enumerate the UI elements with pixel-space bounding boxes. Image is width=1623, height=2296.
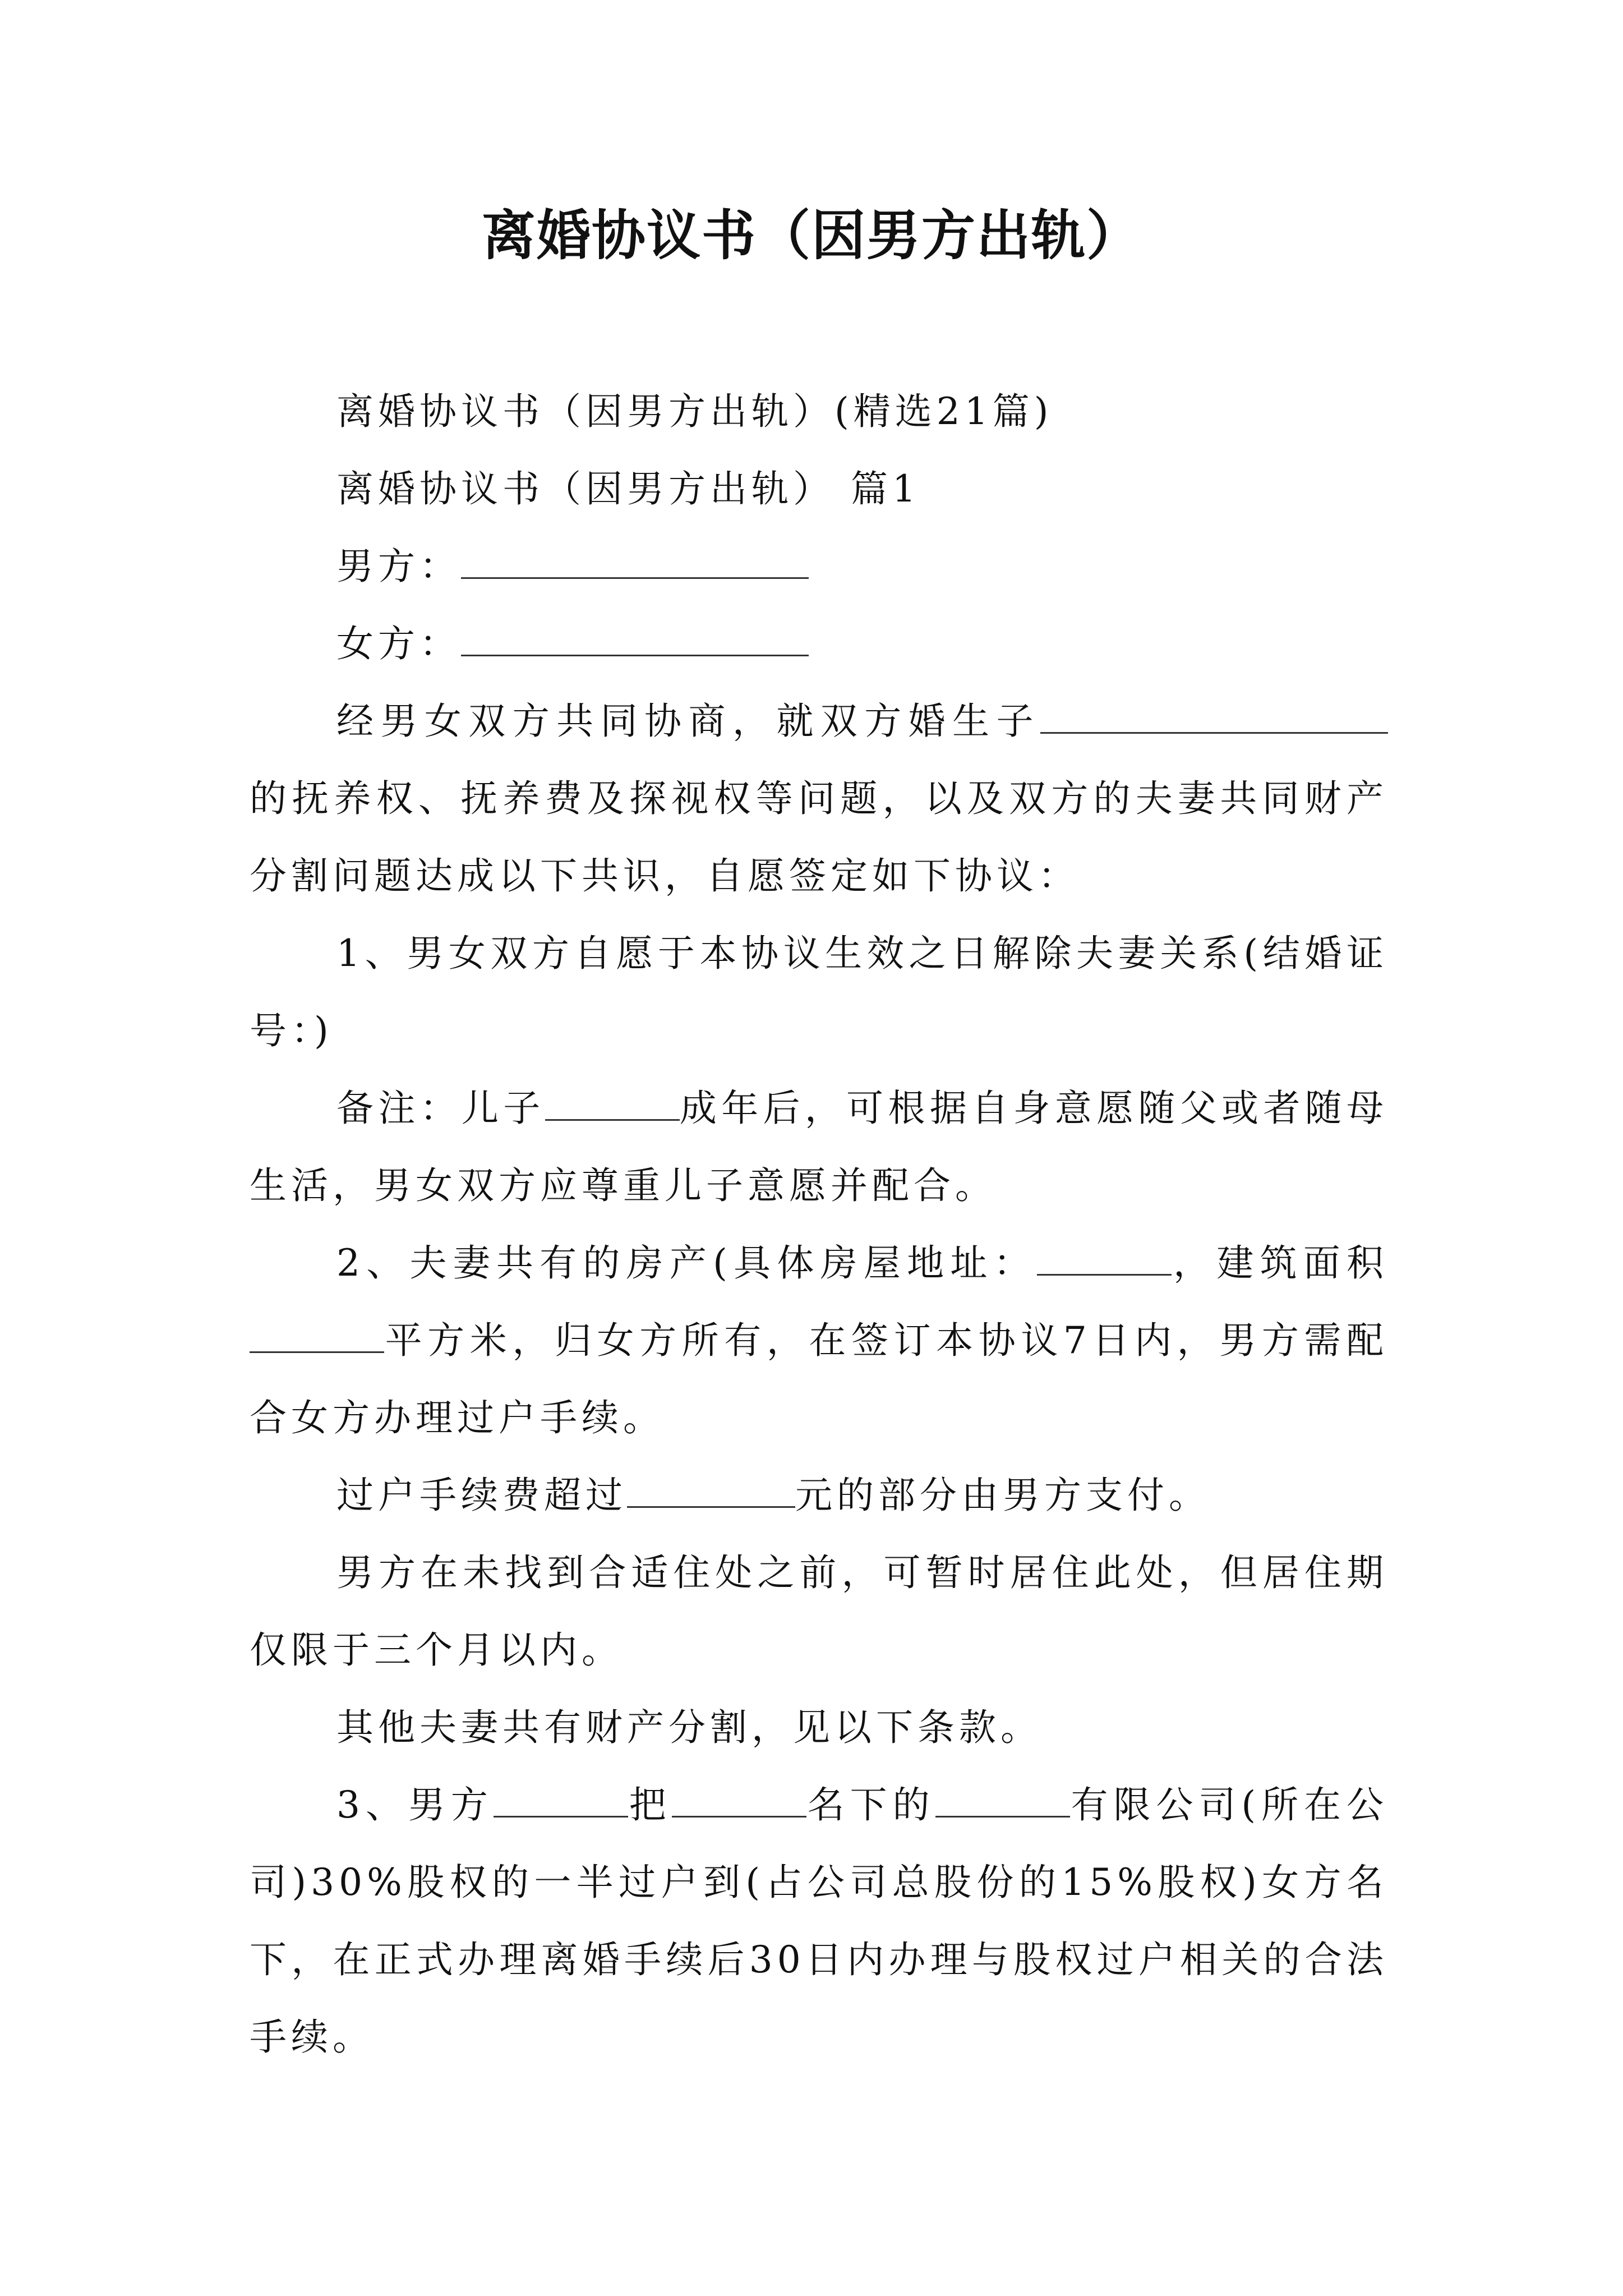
other-property-paragraph: 其他夫妻共有财产分割，见以下条款。: [336, 1706, 1042, 1749]
subtitle-line: 离婚协议书（因男方出轨）(精选21篇): [336, 390, 1053, 433]
fee-text-2: 元的部分由男方支付。: [795, 1474, 1210, 1517]
note-text-1: 备注：儿子: [336, 1087, 545, 1130]
intro-text-2: 的抚养权、抚养费及探视权等问题，以及双方的夫妻共同财产分割问题达成以下共识，自愿签定如下协议：: [250, 777, 1388, 898]
company-blank: [935, 1783, 1070, 1818]
clause2-text-3: 平方米，归女方所有，在签订本协议7日内，男方需配合女方办理过户手续。: [250, 1319, 1388, 1439]
female-label: 女方：: [336, 622, 461, 665]
clause-1: 1、男女双方自愿于本协议生效之日解除夫妻关系(结婚证号：): [250, 932, 1388, 1052]
male-line: [250, 528, 1388, 605]
fee-amount-blank: [627, 1474, 795, 1508]
clause-3: [250, 1766, 1388, 2076]
owner-blank: [672, 1783, 806, 1818]
female-name-blank: [461, 622, 809, 656]
clause3-text-4: 有限公司(所在公司)30%股权的一半过户到(占公司总股份的15%股权)女方名下，在正式办理离婚手续后30日内办理与股权过户相关的合法手续。: [250, 1783, 1389, 2059]
transfer-fee-paragraph: [250, 1457, 1388, 1534]
intro-text-1: 经男女双方共同协商，就双方婚生子: [336, 700, 1040, 743]
address-blank: [1037, 1241, 1172, 1276]
section-heading: 离婚协议书（因男方出轨） 篇1: [336, 467, 920, 510]
clause3-text-1: 3、男方: [336, 1783, 494, 1826]
area-blank: [250, 1319, 384, 1353]
note-text-2: 成年后，可根据自身意愿随父或者随母生活，男女双方应尊重儿子意愿并配合。: [250, 1087, 1389, 1207]
female-line: [250, 605, 1388, 683]
residence-paragraph: 男方在未找到合适住处之前，可暂时居住此处，但居住期仅限于三个月以内。: [250, 1551, 1388, 1672]
note-paragraph: [250, 1070, 1388, 1225]
male-label: 男方：: [336, 545, 461, 588]
male-name-blank: [461, 545, 809, 579]
son-name-blank: [545, 1087, 680, 1121]
clause2-text-1: 2、夫妻共有的房产(具体房屋地址：: [336, 1241, 1037, 1285]
clause3-text-3: 名下的: [806, 1783, 935, 1826]
fee-text-1: 过户手续费超过: [336, 1474, 627, 1517]
clause2-text-2: ，建筑面积: [1171, 1241, 1388, 1285]
document-title: 离婚协议书（因男方出轨）: [482, 204, 1141, 267]
child-name-blank: [1040, 700, 1388, 734]
document-body: [250, 373, 1388, 2076]
clause-2: [250, 1225, 1388, 1457]
intro-paragraph: [250, 683, 1388, 915]
clause3-text-2: 把: [628, 1783, 672, 1826]
male-blank-2: [494, 1783, 628, 1818]
